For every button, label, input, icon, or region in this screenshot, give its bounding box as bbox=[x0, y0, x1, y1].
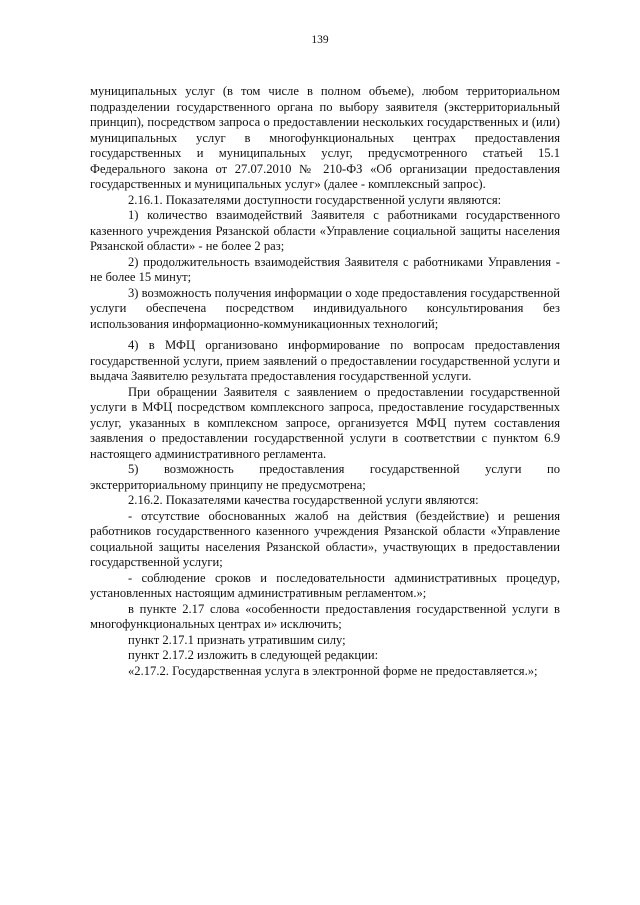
paragraph: 3) возможность получения информации о ходе предоставления государственной услуги обеспечена посредством индивидуального консультирования без использования информационно-коммуникационных технологий; bbox=[90, 285, 560, 331]
paragraph: «2.17.2. Государственная услуга в электронной форме не предоставляется.»; bbox=[128, 663, 538, 678]
paragraph: в пункте 2.17 слова «особенности предоставления государственной услуги в многофункциональных центрах и» исключить; bbox=[90, 601, 560, 631]
paragraph: 1) количество взаимодействий Заявителя с работниками государственного казенного учреждения Рязанской области «Управление социальной защиты населения Рязанской области» - не более 2 раз; bbox=[90, 208, 560, 253]
paragraph: 2.16.1. Показателями доступности государственной услуги являются: bbox=[128, 192, 502, 207]
paragraph: муниципальных услуг (в том числе в полном объеме), любом территориальном подразделении государственного органа по выбору заявителя (экстерриториальный принцип), посредством запроса о предоставлении нескольких государственных и (или) муниципальных услуг в многофункциональных центрах предоставления государственных и муниципальных услуг, предусмотренного статьей 15.1 Федерального закона от 27.07.2010 № 210-ФЗ «Об организации предоставления государственных и муниципальных услуг» (далее - комплексный запрос). bbox=[90, 84, 560, 191]
paragraph: - отсутствие обоснованных жалоб на действия (бездействие) и решения работников государственного казенного учреждения Рязанской области «Управление социальной защиты населения Рязанской области», участвующих в предоставлении государственной услуги; bbox=[90, 508, 560, 569]
paragraph: пункт 2.17.1 признать утратившим силу; bbox=[128, 632, 346, 647]
paragraph: При обращении Заявителя с заявлением о предоставлении государственной услуги в МФЦ посредством комплексного запроса, предоставление государственных услуг, указанных в комплексном запросе, организуется МФЦ путем составления заявления о предоставлении государственной услуги в соответствии с пунктом 6.9 настоящего административного регламента. bbox=[90, 384, 560, 461]
paragraph: 2.16.2. Показателями качества государственной услуги являются: bbox=[128, 493, 479, 507]
paragraph: 2) продолжительность взаимодействия Заявителя с работниками Управления - не более 15 минут; bbox=[90, 254, 560, 284]
page-number: 139 bbox=[311, 34, 329, 46]
paragraph: 5) возможность предоставления государственной услуги по экстерриториальному принципу не предусмотрена; bbox=[90, 462, 560, 492]
body-text bbox=[90, 84, 560, 679]
paragraph: пункт 2.17.2 изложить в следующей редакции: bbox=[128, 648, 379, 662]
paragraph: 4) в МФЦ организовано информирование по вопросам предоставления государственной услуги, прием заявлений о предоставлении государственной услуги и выдача Заявителю результата предоставления государственной услуги. bbox=[90, 338, 560, 383]
paragraph: - соблюдение сроков и последовательности административных процедур, установленных настоящим административным регламентом.»; bbox=[90, 570, 560, 600]
